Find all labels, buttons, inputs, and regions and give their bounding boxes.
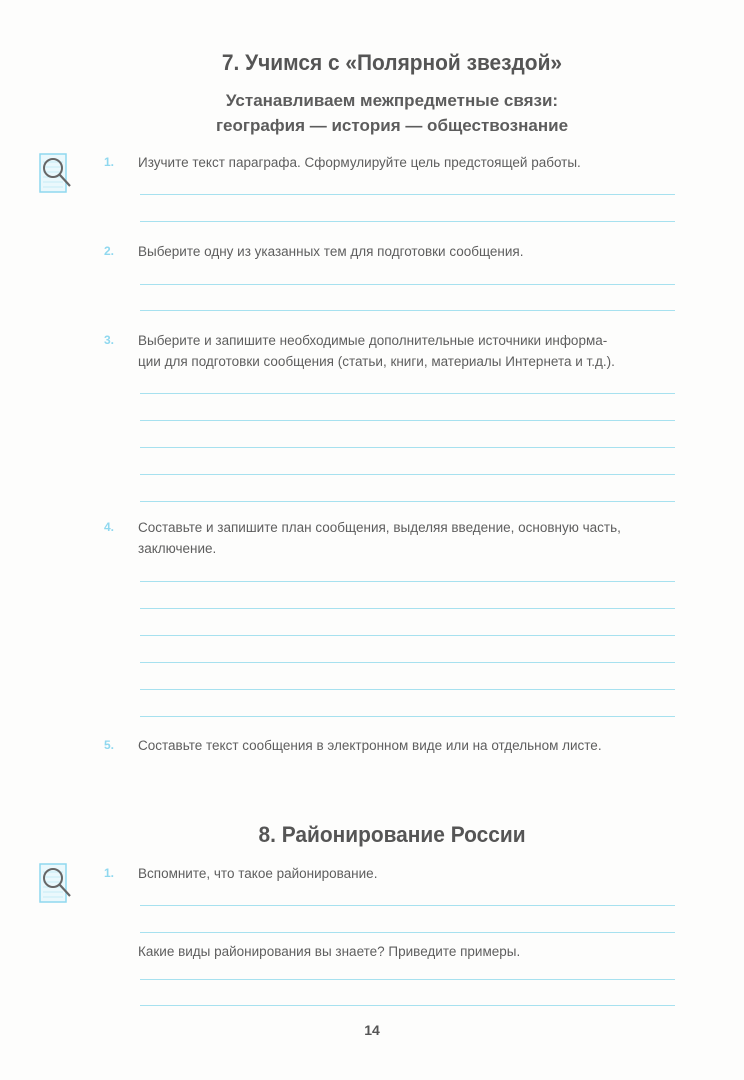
answer-line[interactable] [140, 310, 675, 311]
task-1-text: Изучите текст параграфа. Сформулируйте цель предстоящей работы. [138, 155, 581, 170]
magnifier-document-icon [38, 152, 72, 196]
answer-line[interactable] [140, 194, 675, 195]
answer-line[interactable] [140, 474, 675, 475]
answer-line[interactable] [140, 581, 675, 582]
task-2-number: 2. [104, 244, 115, 258]
task-4-text-line2: заключение. [138, 541, 217, 556]
s8-task-1-number: 1. [104, 866, 115, 880]
task-3-number: 3. [104, 333, 115, 347]
section-7-subtitle-2: география — история — обществознание [215, 116, 569, 135]
task-4-text-line1: Составьте и запишите план сообщения, выделяя введение, основную часть, [138, 520, 621, 535]
task-3-text-line1: Выберите и запишите необходимые дополнительные источники информа- [138, 333, 608, 348]
section-7-title: 7. Учимся с «Полярной звездой» [221, 50, 563, 75]
section-8-title: 8. Районирование России [258, 822, 526, 847]
s8-task-1-followup: Какие виды районирования вы знаете? Приведите примеры. [138, 944, 521, 959]
answer-line[interactable] [140, 284, 675, 285]
page-number: 14 [364, 1022, 380, 1038]
answer-line[interactable] [140, 1005, 675, 1006]
task-1-number: 1. [104, 155, 115, 169]
answer-line[interactable] [140, 501, 675, 502]
answer-line[interactable] [140, 447, 675, 448]
task-4-number: 4. [104, 520, 115, 534]
answer-line[interactable] [140, 716, 675, 717]
answer-line[interactable] [140, 979, 675, 980]
task-5-number: 5. [104, 738, 115, 752]
answer-line[interactable] [140, 608, 675, 609]
task-2-text: Выберите одну из указанных тем для подготовки сообщения. [138, 244, 524, 259]
answer-line[interactable] [140, 905, 675, 906]
answer-line[interactable] [140, 393, 675, 394]
answer-line[interactable] [140, 635, 675, 636]
answer-line[interactable] [140, 689, 675, 690]
task-3-text-line2: ции для подготовки сообщения (статьи, книги, материалы Интернета и т.д.). [138, 354, 615, 369]
answer-line[interactable] [140, 932, 675, 933]
answer-line[interactable] [140, 662, 675, 663]
answer-line[interactable] [140, 420, 675, 421]
magnifier-document-icon [38, 862, 72, 906]
s8-task-1-text: Вспомните, что такое районирование. [138, 866, 378, 881]
task-5-text: Составьте текст сообщения в электронном виде или на отдельном листе. [138, 738, 602, 753]
section-7-subtitle-1: Устанавливаем межпредметные связи: [225, 91, 559, 110]
answer-line[interactable] [140, 221, 675, 222]
